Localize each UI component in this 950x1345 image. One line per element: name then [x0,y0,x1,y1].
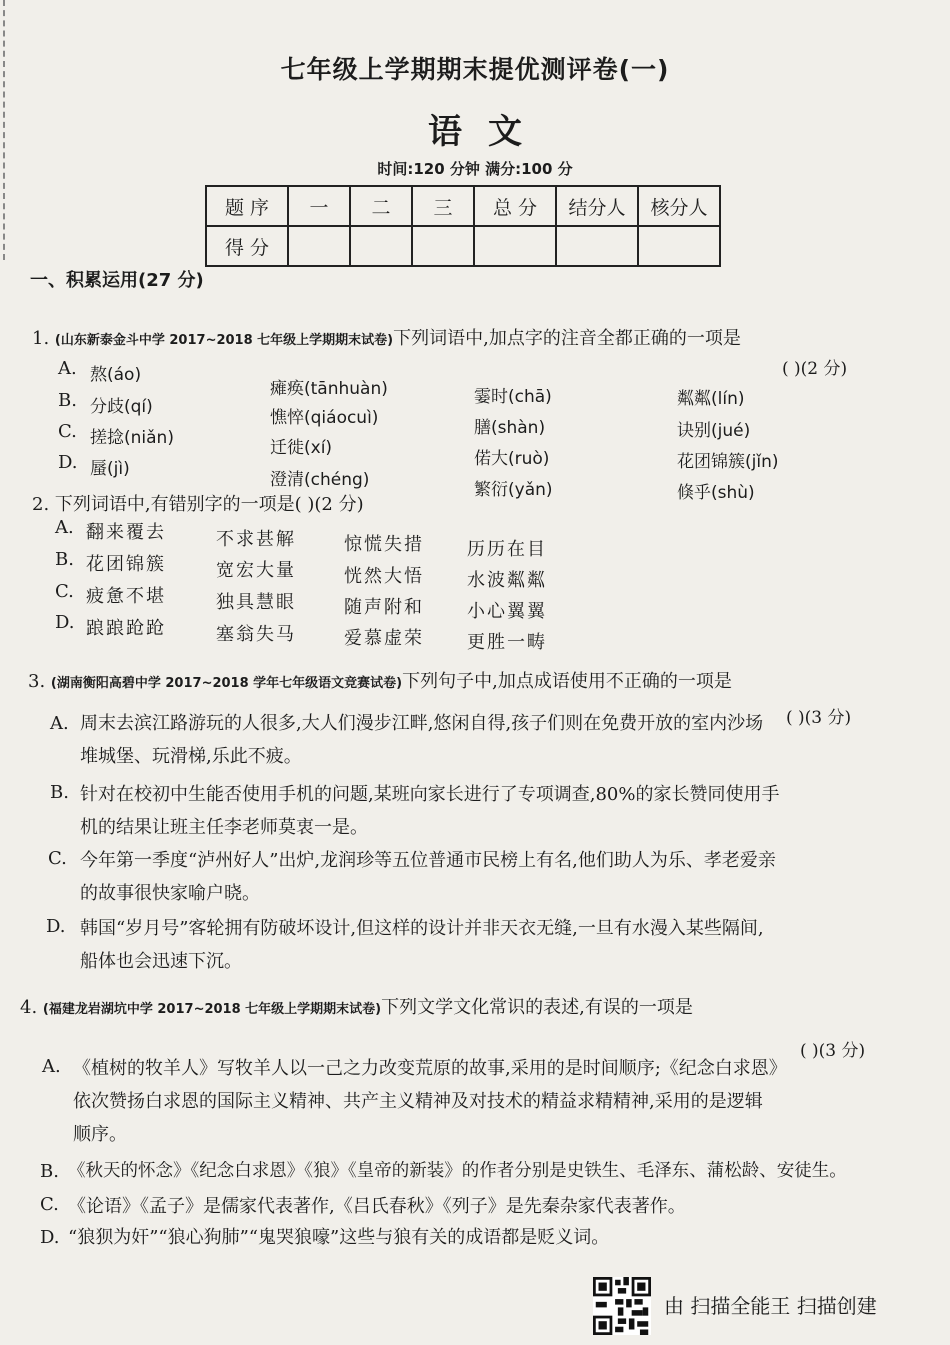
q1-option-d-item: 倏乎(shù) [677,483,755,503]
q3-option-a-line: 堆城堡、玩滑梯,乐此不疲。 [80,746,302,767]
q1-option-d-item: 繁衍(yǎn) [474,480,553,500]
q4-option-a-line: 依次赞扬白求恩的国际主义精神、共产主义精神及对技术的精益求精精神,采用的是逻辑 [73,1091,763,1112]
q2-option-a-label: A. [55,517,74,538]
q4-option-a-label: A. [42,1056,61,1077]
q2-option-d-label: D. [55,612,75,633]
q2-option-d-item: 塞翁失马 [216,624,296,645]
question-number: 3. [28,671,46,692]
score-cell[interactable] [288,226,350,266]
q2-option-a-item: 历历在目 [467,539,547,560]
q2-option-b-item: 水波粼粼 [467,570,547,591]
q2-option-b-item: 花团锦簇 [86,554,166,575]
score-header-cell: 题 序 [206,186,288,226]
qr-code-icon [593,1277,651,1335]
q2-option-a-item: 翻来覆去 [86,522,166,543]
score-cell[interactable] [474,226,556,266]
question-number: 2. [32,494,50,515]
q2-option-d-item: 更胜一畴 [467,632,547,653]
question-text: 下列句子中,加点成语使用不正确的一项是 [402,671,732,692]
score-header-cell: 总 分 [474,186,556,226]
score-header-cell: 三 [412,186,474,226]
question-3-stem [28,667,732,693]
q4-option-c-line: 《论语》《孟子》是儒家代表著作,《吕氏春秋》《列子》是先秦杂家代表著作。 [68,1196,686,1217]
score-row-label: 得 分 [206,226,288,266]
q2-option-c-item: 独具慧眼 [216,592,296,613]
score-header-cell: 结分人 [556,186,638,226]
q2-option-d-item: 踉踉跄跄 [86,618,166,639]
question-source: (山东新泰金斗中学 2017~2018 七年级上学期期末试卷) [54,333,394,348]
q3-option-c-label: C. [48,848,67,869]
score-cell[interactable] [556,226,638,266]
q4-option-b-line: 《秋天的怀念》《纪念白求恩》《狼》《皇帝的新装》的作者分别是史铁生、毛泽东、蒲松龄、安徒生。 [68,1161,847,1181]
question-text: 下列词语中,加点字的注音全都正确的一项是 [393,328,741,349]
q3-option-b-line: 机的结果让班主任李老师莫衷一是。 [80,817,368,838]
exam-subject: 语文 [428,112,548,152]
q4-option-a-line: 顺序。 [73,1124,127,1145]
q3-option-d-line: 韩国“岁月号”客轮拥有防破坏设计,但这样的设计并非天衣无缝,一旦有水漫入某些隔间, [80,918,764,939]
q1-option-b-item: 诀别(jué) [677,421,751,441]
q3-option-a-line: 周末去滨江路游玩的人很多,大人们漫步江畔,悠闲自得,孩子们则在免费开放的室内沙场 [80,713,764,734]
q3-option-c-line: 的故事很快家喻户晓。 [80,883,260,904]
question-4-points: ( )(3 分) [800,1041,866,1061]
q3-option-b-label: B. [50,782,69,803]
q1-option-b-item: 分歧(qí) [90,397,153,417]
section-title: 一、积累运用(27 分) [30,270,204,291]
q4-option-d-line: “狼狈为奸”“狼心狗肺”“鬼哭狼嚎”这些与狼有关的成语都是贬义词。 [68,1227,610,1248]
q1-option-b-item: 憔悴(qiáocuì) [270,408,379,428]
q3-option-d-label: D. [46,916,66,937]
q1-option-a-item: 熬(áo) [90,365,142,385]
score-header-cell: 一 [288,186,350,226]
q3-option-d-line: 船体也会迅速下沉。 [80,951,242,972]
q2-option-b-item: 宽宏大量 [216,560,296,581]
q1-option-d-item: 澄清(chéng) [270,470,370,490]
score-header-cell: 核分人 [638,186,720,226]
q1-option-a-item: 粼粼(lín) [677,389,745,409]
q1-option-d-label: D. [58,452,78,473]
q4-option-b-label: B. [40,1161,59,1182]
q2-option-d-item: 爱慕虚荣 [344,628,424,649]
q3-option-c-line: 今年第一季度“泸州好人”出炉,龙润珍等五位普通市民榜上有名,他们助人为乐、孝老爱亲 [80,850,776,871]
q2-option-c-label: C. [55,581,74,602]
q4-option-a-line: 《植树的牧羊人》写牧羊人以一己之力改变荒原的故事,采用的是时间顺序;《纪念白求恩》 [73,1058,787,1079]
q2-option-c-item: 随声附和 [344,597,424,618]
q2-option-b-label: B. [55,549,74,570]
q1-option-a-label: A. [58,358,77,379]
question-4-stem [20,993,693,1019]
exam-title: 七年级上学期期末提优测评卷(一) [280,55,670,84]
q1-option-c-label: C. [58,421,77,442]
q1-option-d-item: 蜃(jì) [90,459,130,479]
question-number: 1. [32,328,50,349]
question-source: (福建龙岩湖坑中学 2017~2018 七年级上学期期末试卷) [42,1002,382,1017]
q3-option-b-line: 针对在校初中生能否使用手机的问题,某班向家长进行了专项调查,80%的家长赞同使用手 [80,784,780,805]
q2-option-c-item: 小心翼翼 [467,601,547,622]
question-source: (湖南衡阳高碧中学 2017~2018 学年七年级语文竞赛试卷) [50,676,403,691]
q1-option-b-item: 膳(shàn) [474,418,546,438]
question-1-points: ( )(2 分) [782,359,848,379]
score-cell[interactable] [638,226,720,266]
q4-option-c-label: C. [40,1194,59,1215]
score-cell[interactable] [350,226,412,266]
score-cell[interactable] [412,226,474,266]
q2-option-a-item: 惊慌失措 [344,534,424,555]
q1-option-a-item: 霎时(chā) [474,387,552,407]
q1-option-c-item: 迁徙(xí) [270,438,333,458]
q1-option-b-label: B. [58,390,77,411]
q1-option-c-item: 搓捻(niǎn) [90,428,174,448]
q4-option-d-label: D. [40,1227,60,1248]
question-2-stem [32,490,364,516]
score-table [205,185,721,267]
q2-option-b-item: 恍然大悟 [344,566,424,587]
question-text: 下列文学文化常识的表述,有误的一项是 [381,997,693,1018]
question-number: 4. [20,997,38,1018]
question-text: 下列词语中,有错别字的一项是( )(2 分) [54,494,364,515]
q2-option-c-item: 疲惫不堪 [86,586,166,607]
q1-option-c-item: 花团锦簇(jǐn) [677,452,779,472]
q1-option-c-item: 偌大(ruò) [474,449,550,469]
score-header-cell: 二 [350,186,412,226]
q1-option-a-item: 瘫痪(tānhuàn) [270,379,388,399]
footer-scanner-text: 由 扫描全能王 扫描创建 [664,1294,877,1318]
q3-option-a-label: A. [50,713,69,734]
question-3-points: ( )(3 分) [786,708,852,728]
exam-time-info: 时间:120 分钟 满分:100 分 [377,160,573,178]
question-1-stem [32,324,741,350]
q2-option-a-item: 不求甚解 [216,529,296,550]
